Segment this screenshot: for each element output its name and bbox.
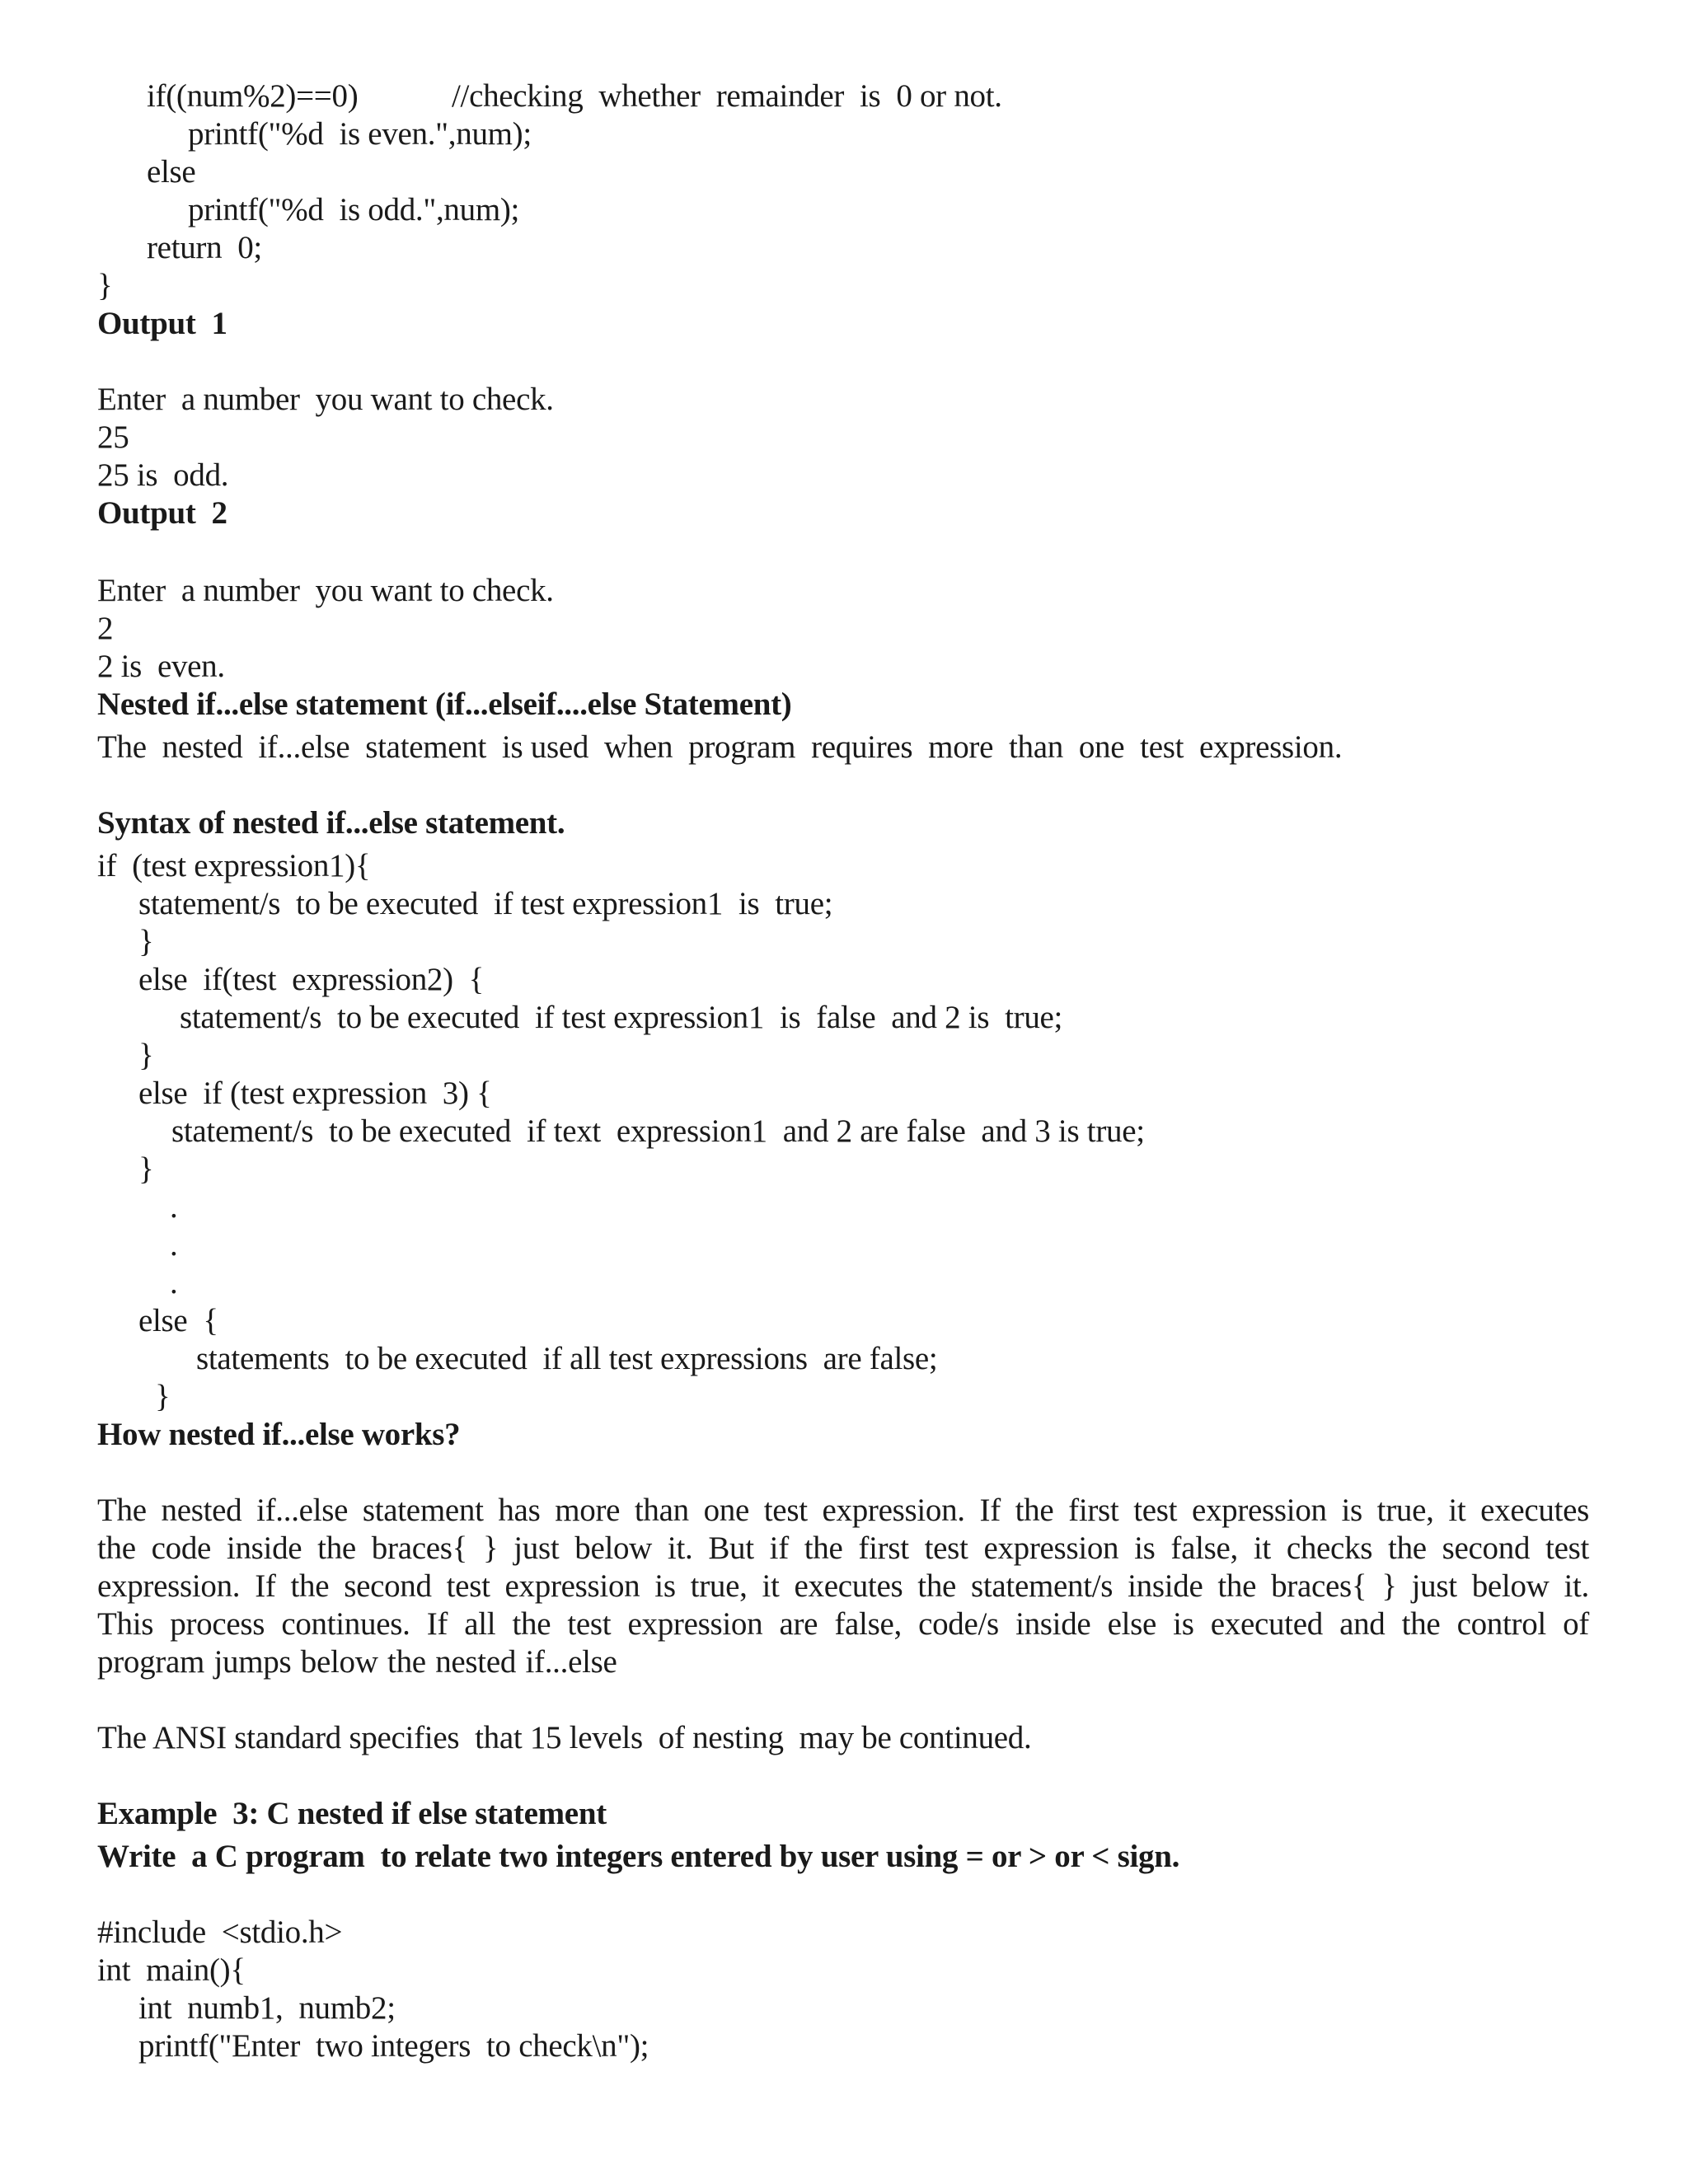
syntax-line-brace3: } [138, 1151, 154, 1187]
code-include: #include <stdio.h> [97, 1915, 343, 1950]
nested-heading: Nested if...else statement (if...elseif....else Statement) [97, 687, 792, 722]
syntax-line-brace1: } [138, 924, 154, 959]
syntax-line-if: if (test expression1){ [97, 848, 371, 883]
syntax-line-elseif2: else if(test expression2) { [138, 962, 485, 997]
output1-heading: Output 1 [97, 306, 227, 341]
syntax-line-stmt3: statement/s to be executed if text expression1 and 2 are false and 3 is true; [171, 1113, 1145, 1149]
output2-line-result: 2 is even. [97, 649, 225, 684]
syntax-line-brace-else: } [155, 1379, 171, 1414]
syntax-dot-2: . [170, 1227, 178, 1263]
output2-line-prompt: Enter a number you want to check. [97, 573, 554, 608]
how-heading: How nested if...else works? [97, 1417, 461, 1452]
how-paragraph-line: The nested if...else statement has more than one test expression. If the first test expression is true, it executes [97, 1493, 1589, 1528]
code-line-else: else [147, 154, 196, 190]
how-paragraph-line: This process continues. If all the test expression are false, code/s inside else is executed and the control of [97, 1606, 1589, 1642]
code-line-if: if((num%2)==0) [147, 78, 359, 114]
output1-line-input: 25 [97, 419, 129, 455]
code-printf-prompt: printf("Enter two integers to check\n"); [138, 2028, 649, 2064]
output1-line-result: 25 is odd. [97, 457, 229, 493]
ansi-note: The ANSI standard specifies that 15 levels of nesting may be continued. [97, 1720, 1032, 1755]
how-paragraph-line: the code inside the braces{ } just below it. But if the first test expression is false, it checks the second test [97, 1530, 1589, 1566]
syntax-line-elseif3: else if (test expression 3) { [138, 1076, 492, 1111]
how-paragraph-line: expression. If the second test expression is true, it executes the statement/s inside the braces{ } just below it. [97, 1568, 1589, 1604]
code-main: int main(){ [97, 1952, 246, 1988]
code-line-printf-even: printf("%d is even.",num); [188, 116, 532, 152]
syntax-dot-1: . [170, 1189, 178, 1225]
syntax-line-stmt-else: statements to be executed if all test expressions are false; [196, 1341, 938, 1376]
how-paragraph-line: program jumps below the nested if...else [97, 1644, 617, 1680]
syntax-heading: Syntax of nested if...else statement. [97, 805, 565, 841]
code-line-printf-odd: printf("%d is odd.",num); [188, 192, 520, 227]
code-comment: //checking whether remainder is 0 or not. [452, 78, 1002, 114]
code-declare: int numb1, numb2; [138, 1990, 396, 2026]
example-heading: Example 3: C nested if else statement [97, 1796, 607, 1831]
code-line-close-brace: } [97, 268, 113, 303]
syntax-line-stmt1: statement/s to be executed if test expression1 is true; [138, 886, 833, 921]
output1-line-prompt: Enter a number you want to check. [97, 382, 554, 417]
output2-heading: Output 2 [97, 495, 227, 531]
syntax-dot-3: . [170, 1265, 178, 1301]
syntax-line-stmt2: statement/s to be executed if test expression1 is false and 2 is true; [180, 1000, 1063, 1035]
syntax-line-else: else { [138, 1303, 218, 1338]
example-task: Write a C program to relate two integers entered by user using = or > or < sign. [97, 1839, 1180, 1874]
how-paragraph [97, 1492, 1589, 1681]
code-line-return: return 0; [147, 230, 262, 265]
output2-line-input: 2 [97, 611, 114, 646]
nested-description: The nested if...else statement is used when program requires more than one test expression. [97, 729, 1343, 765]
syntax-line-brace2: } [138, 1038, 154, 1073]
